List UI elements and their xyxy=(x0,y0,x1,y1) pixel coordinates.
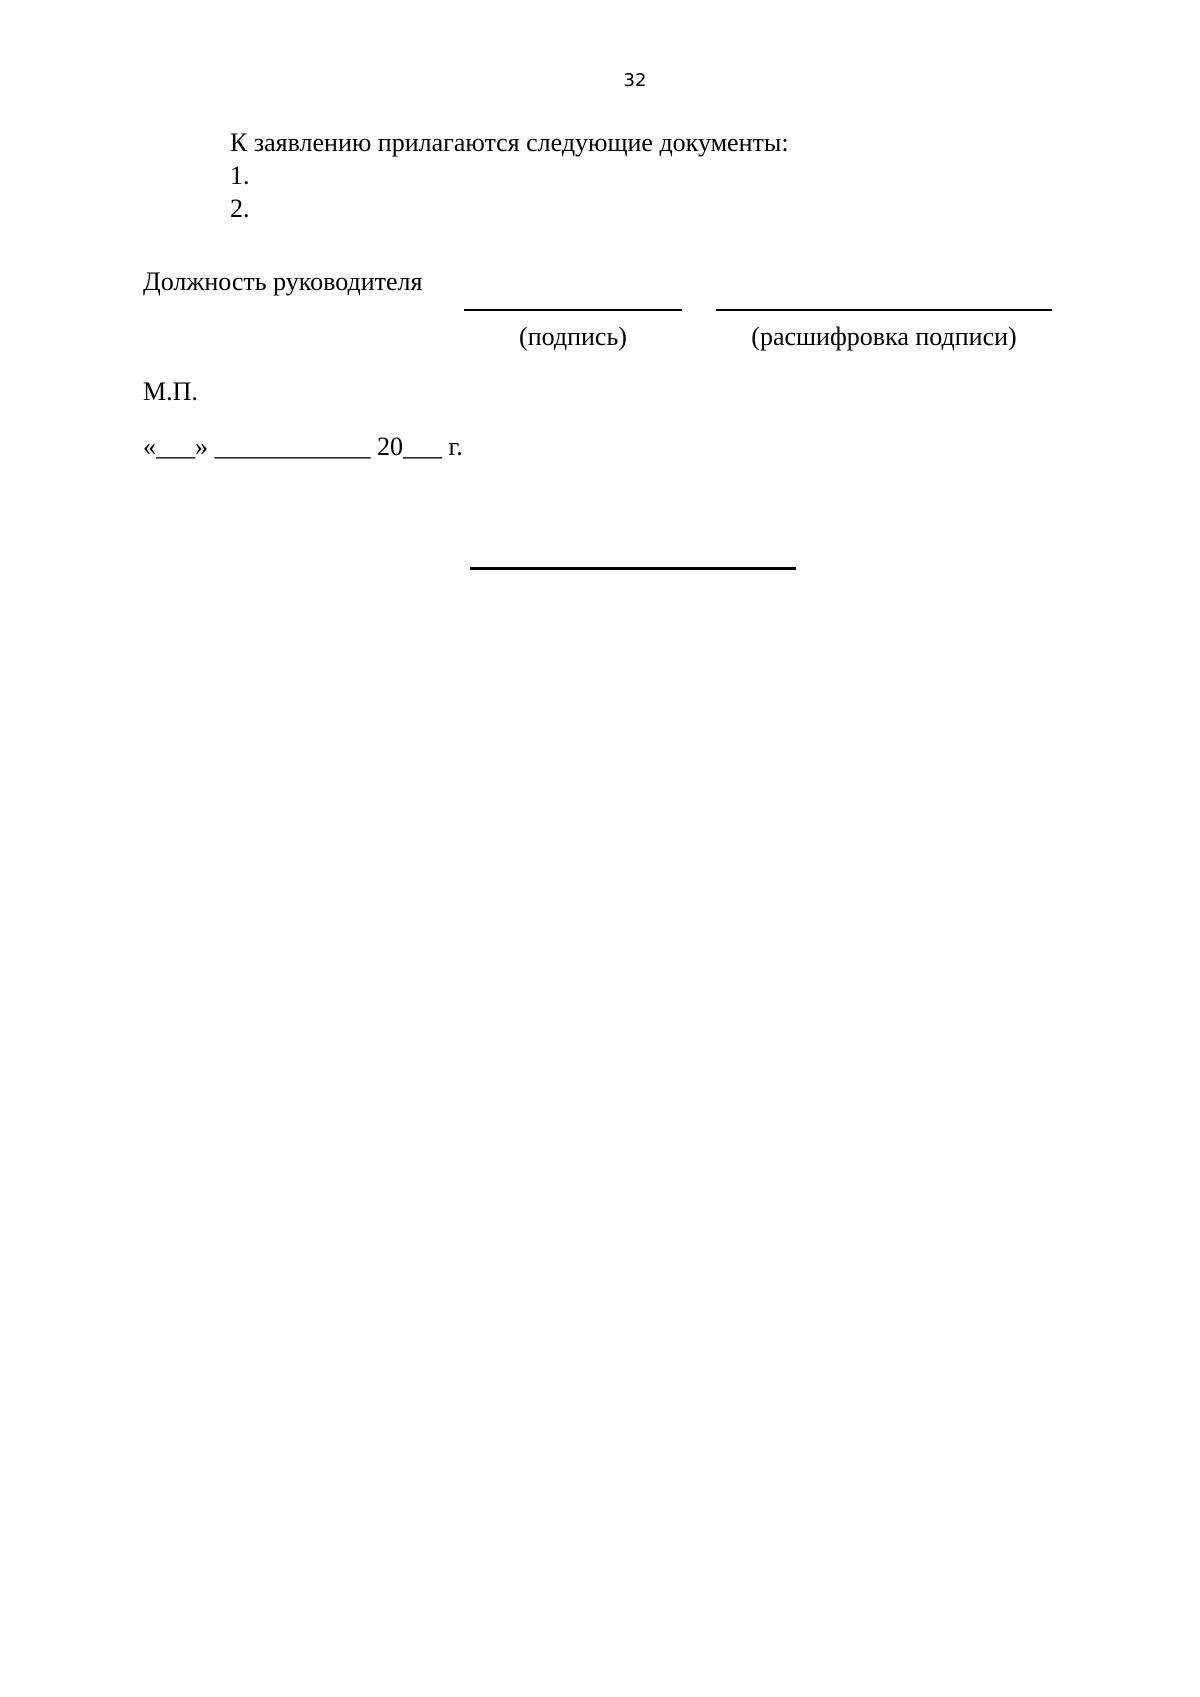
date-line: «___» ____________ 20___ г. xyxy=(143,432,463,461)
stamp-label: М.П. xyxy=(143,377,198,406)
signature-decode-line xyxy=(716,309,1052,311)
attachments-heading: К заявлению прилагаются следующие документы: xyxy=(230,128,789,157)
attachment-item: 1. xyxy=(230,161,250,190)
position-label: Должность руководителя xyxy=(143,267,423,296)
end-of-document-rule xyxy=(470,567,796,570)
attachment-item: 2. xyxy=(230,194,250,223)
signature-decode-caption: (расшифровка подписи) xyxy=(751,322,1017,351)
signature-line xyxy=(464,309,682,311)
signature-caption: (подпись) xyxy=(519,322,627,351)
page-number: 32 xyxy=(623,70,647,91)
